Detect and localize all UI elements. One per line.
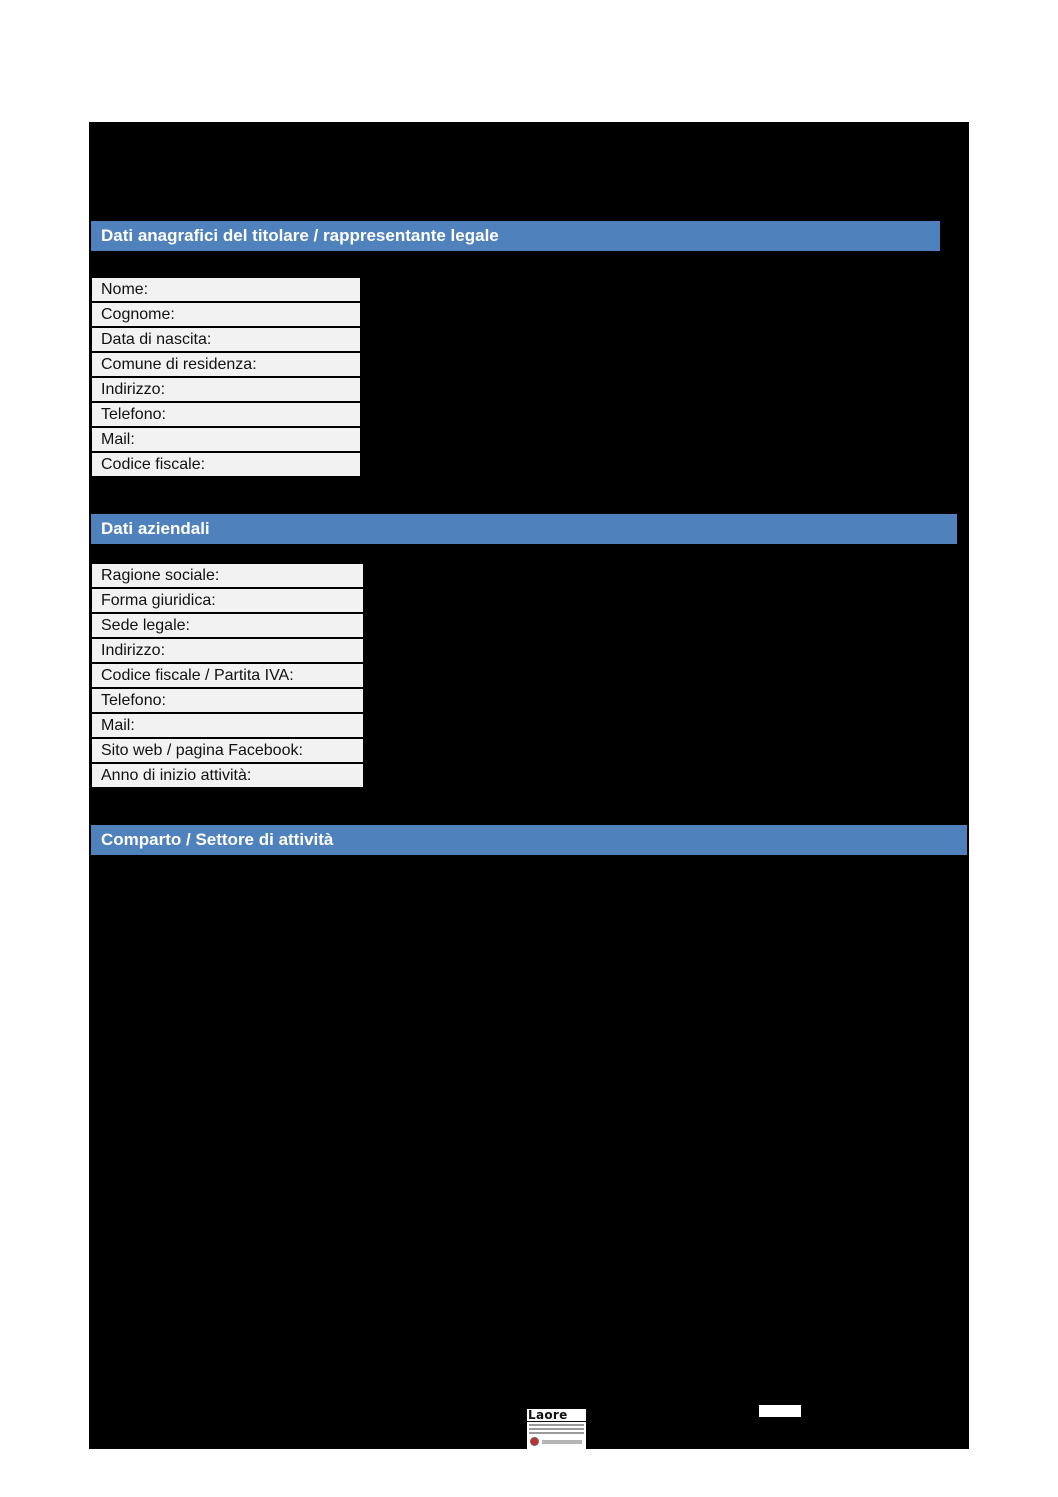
logo-wordmark: Laore xyxy=(527,1409,586,1422)
field-label-sede-legale: Sede legale: xyxy=(91,613,364,638)
section-header-comparto: Comparto / Settore di attività xyxy=(91,825,967,855)
field-label-mail-azienda: Mail: xyxy=(91,713,364,738)
field-label-comune-residenza: Comune di residenza: xyxy=(91,352,361,377)
field-label-nome: Nome: xyxy=(91,277,361,302)
field-label-indirizzo: Indirizzo: xyxy=(91,377,361,402)
field-label-mail: Mail: xyxy=(91,427,361,452)
field-table-aziendali xyxy=(91,563,364,788)
section-header-titolare: Dati anagrafici del titolare / rappresentante legale xyxy=(91,221,940,251)
field-label-telefono-azienda: Telefono: xyxy=(91,688,364,713)
field-label-anno-inizio: Anno di inizio attività: xyxy=(91,763,364,788)
field-label-ragione-sociale: Ragione sociale: xyxy=(91,563,364,588)
field-label-cognome: Cognome: xyxy=(91,302,361,327)
emblem-caption xyxy=(542,1440,582,1444)
field-label-forma-giuridica: Forma giuridica: xyxy=(91,588,364,613)
section-header-aziendali: Dati aziendali xyxy=(91,514,957,544)
field-label-indirizzo-azienda: Indirizzo: xyxy=(91,638,364,663)
field-label-codice-fiscale: Codice fiscale: xyxy=(91,452,361,477)
logo-tagline-line xyxy=(529,1428,584,1430)
field-label-telefono: Telefono: xyxy=(91,402,361,427)
field-table-titolare xyxy=(91,277,361,477)
form-area xyxy=(89,122,969,1449)
field-label-partita-iva: Codice fiscale / Partita IVA: xyxy=(91,663,364,688)
laore-logo xyxy=(527,1409,586,1449)
logo-tagline-line xyxy=(529,1424,584,1426)
region-emblem-icon xyxy=(530,1437,539,1446)
field-label-sito-web: Sito web / pagina Facebook: xyxy=(91,738,364,763)
field-label-data-nascita: Data di nascita: xyxy=(91,327,361,352)
logo-tagline-line xyxy=(529,1432,584,1434)
footer-white-mark xyxy=(759,1405,801,1417)
